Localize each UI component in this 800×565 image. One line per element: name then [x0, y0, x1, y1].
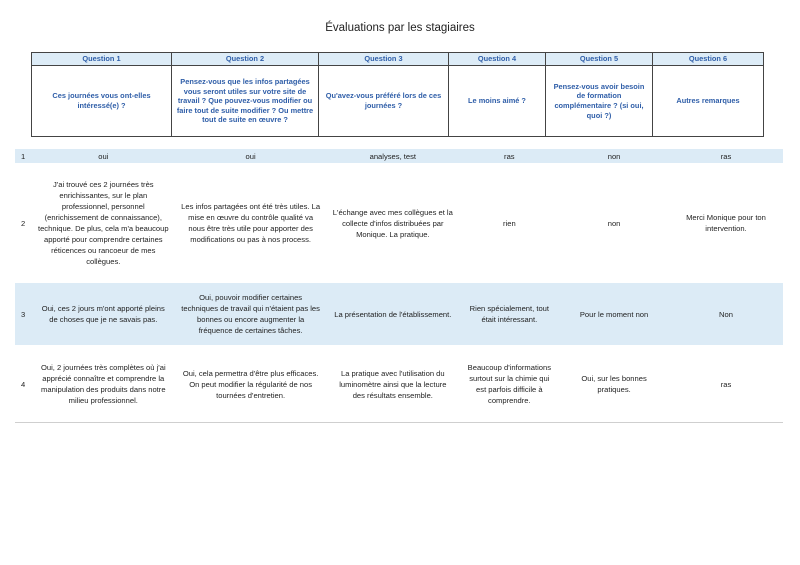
- table-row: [15, 346, 783, 423]
- answer-cell: Beaucoup d'informations surtout sur la chimie qui est parfois difficile à comprendre.: [460, 346, 560, 423]
- answer-cell: Pour le moment non: [559, 283, 669, 346]
- row-number: 4: [15, 346, 31, 423]
- question-5-text: Pensez-vous avoir besoin de formation complémentaire ? (si oui, quoi ?): [546, 66, 653, 137]
- question-6-text: Autres remarques: [653, 66, 764, 137]
- questions-header-table: [31, 52, 764, 137]
- answer-cell: Merci Monique pour ton intervention.: [669, 164, 783, 283]
- answer-cell: Non: [669, 283, 783, 346]
- answer-cell: ras: [669, 346, 783, 423]
- row-number: 3: [15, 283, 31, 346]
- answer-cell: J'ai trouvé ces 2 journées très enrichissantes, sur le plan professionnel, personnel (enrichissement de connaissance), technique. De plus, cela m'a beaucoup apporté pour comprendre certaines réticences ou rancoeur de mes collègues.: [31, 164, 175, 283]
- answer-cell: Oui, sur les bonnes pratiques.: [559, 346, 669, 423]
- answer-cell: analyses, test: [326, 149, 459, 164]
- row-number: 1: [15, 149, 31, 164]
- question-text-row: [32, 66, 764, 137]
- table-row: [15, 149, 783, 164]
- answer-cell: L'échange avec mes collègues et la collecte d'infos distribuées par Monique. La pratique.: [326, 164, 459, 283]
- question-1-text: Ces journées vous ont-elles intéressé(e) ?: [32, 66, 172, 137]
- answer-cell: Oui, ces 2 jours m'ont apporté pleins de choses que je ne savais pas.: [31, 283, 175, 346]
- row-number: 2: [15, 164, 31, 283]
- answer-cell: rien: [460, 164, 560, 283]
- question-2-text: Pensez-vous que les infos partagées vous seront utiles sur votre site de travail ? Que pouvez-vous modifier ou faire tout de suite modifier ? Ou mettre tout de suite en œuvre ?: [172, 66, 319, 137]
- answer-cell: La pratique avec l'utilisation du luminomètre ainsi que la lecture des résultats ensemble.: [326, 346, 459, 423]
- question-3-text: Qu'avez-vous préféré lors de ces journées ?: [319, 66, 449, 137]
- question-4-label: Question 4: [449, 53, 546, 66]
- answer-cell: non: [559, 164, 669, 283]
- answer-cell: oui: [31, 149, 175, 164]
- question-4-text: Le moins aimé ?: [449, 66, 546, 137]
- question-6-label: Question 6: [653, 53, 764, 66]
- answer-cell: Oui, pouvoir modifier certaines techniques de travail qui n'étaient pas les bonnes ou encore augmenter la fréquence de certaines tâches.: [175, 283, 326, 346]
- question-2-label: Question 2: [172, 53, 319, 66]
- answer-cell: non: [559, 149, 669, 164]
- answer-cell: Oui, cela permettra d'être plus efficaces. On peut modifier la régularité de nos tournées d'entretien.: [175, 346, 326, 423]
- answer-cell: ras: [669, 149, 783, 164]
- table-row: [15, 164, 783, 283]
- question-3-label: Question 3: [319, 53, 449, 66]
- answer-cell: La présentation de l'établissement.: [326, 283, 459, 346]
- answer-cell: Rien spécialement, tout était intéressant.: [460, 283, 560, 346]
- question-label-row: [32, 53, 764, 66]
- answer-cell: Les infos partagées ont été très utiles. La mise en œuvre du contrôle qualité va nous être très utile pour apporter des modifications ou pas à nos process.: [175, 164, 326, 283]
- answers-table: [15, 149, 783, 423]
- question-1-label: Question 1: [32, 53, 172, 66]
- answer-cell: Oui, 2 journées très complètes où j'ai apprécié connaître et comprendre la manipulation des produits dans notre milieu professionnel.: [31, 346, 175, 423]
- answer-cell: ras: [460, 149, 560, 164]
- table-row: [15, 283, 783, 346]
- page-title: Évaluations par les stagiaires: [325, 22, 475, 34]
- question-5-label: Question 5: [546, 53, 653, 66]
- answer-cell: oui: [175, 149, 326, 164]
